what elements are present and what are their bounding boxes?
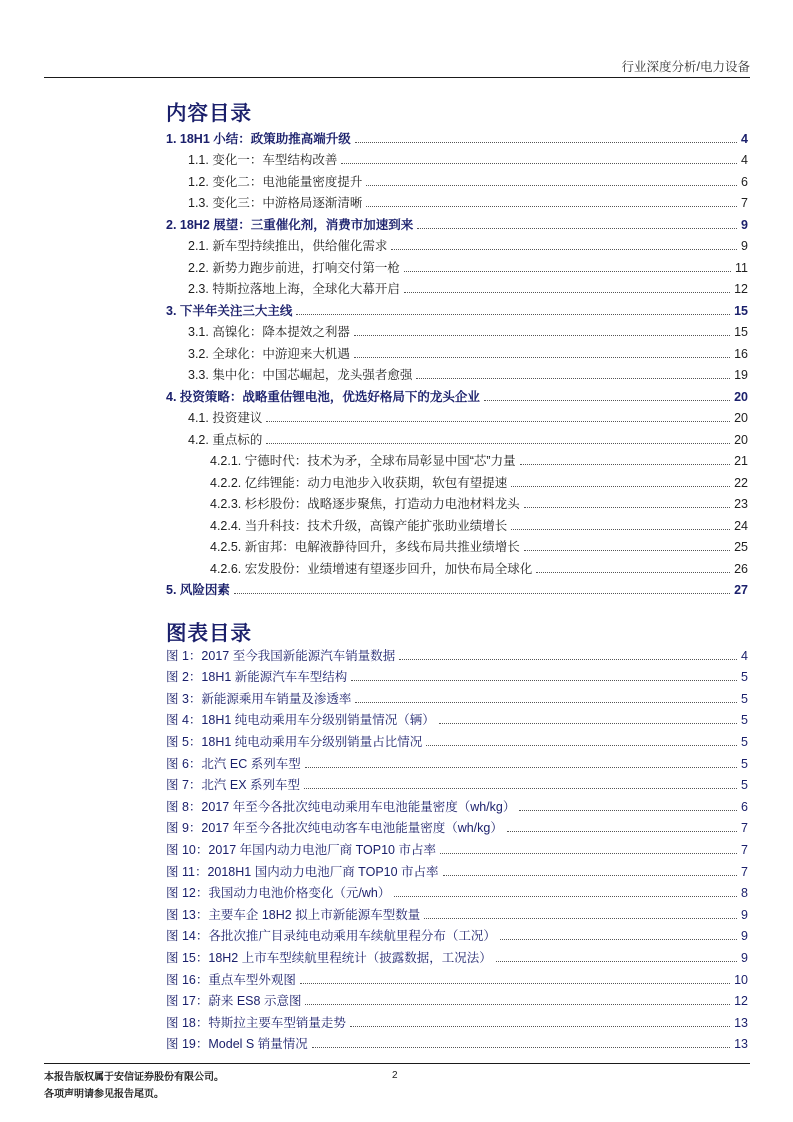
dot-leader <box>439 722 737 724</box>
toc-entry-level-2[interactable] <box>166 426 748 448</box>
dot-leader <box>234 592 730 594</box>
figure-entry-page: 5 <box>741 778 748 793</box>
figure-entry-label: 图 11：2018H1 国内动力电池厂商 TOP10 市占率 <box>166 864 439 879</box>
dot-leader <box>536 571 730 573</box>
toc-entry-page: 21 <box>734 454 748 468</box>
toc-entry-page: 12 <box>734 282 748 296</box>
figure-entry-page: 5 <box>741 713 748 728</box>
dot-leader <box>305 766 737 768</box>
figure-entry-label: 图 5：18H1 纯电动乘用车分级别销量占比情况 <box>166 734 423 749</box>
toc-entry-label: 2.2. 新势力跑步前进，打响交付第一枪 <box>166 260 402 276</box>
toc-entry-label: 4.1. 投资建议 <box>166 410 264 426</box>
toc-entry-level-1[interactable] <box>166 125 748 147</box>
dot-leader <box>404 291 730 293</box>
toc-entry-label: 4.2.2. 亿纬锂能：动力电池步入收获期，软包有望提速 <box>166 475 509 491</box>
figure-entry-page: 6 <box>741 799 748 814</box>
dot-leader <box>312 1046 730 1048</box>
toc-entry-level-3[interactable] <box>166 512 748 534</box>
dot-leader <box>496 960 737 962</box>
toc-entry-page: 15 <box>734 325 748 339</box>
figure-entry-label: 图 4：18H1 纯电动乘用车分级别销量情况（辆） <box>166 713 435 728</box>
toc-entry-level-3[interactable] <box>166 469 748 491</box>
figure-entry-page: 9 <box>741 907 748 922</box>
toc-entry-level-2[interactable] <box>166 233 748 255</box>
page-number: 2 <box>392 1070 398 1081</box>
dot-leader <box>424 917 737 919</box>
dot-leader <box>416 377 730 379</box>
figure-entry[interactable] <box>166 1031 748 1053</box>
figure-entry-label: 图 12：我国动力电池价格变化（元/wh） <box>166 886 391 901</box>
figure-entry[interactable] <box>166 793 748 815</box>
toc-entry-page: 22 <box>734 475 748 490</box>
figure-entry-label: 图 1：2017 至今我国新能源汽车销量数据 <box>166 648 396 663</box>
figure-entry-label: 图 19：Model S 销量情况 <box>166 1037 308 1052</box>
toc-entry-level-2[interactable] <box>166 405 748 427</box>
toc-entry-label: 2.1. 新车型持续推出，供给催化需求 <box>166 238 389 254</box>
dot-leader <box>355 141 737 143</box>
figures-title: 图表目录 <box>166 621 252 645</box>
figure-entry-label: 图 18：特斯拉主要车型销量走势 <box>166 1015 346 1030</box>
toc-entry-page: 20 <box>734 389 748 404</box>
dot-leader <box>366 205 737 207</box>
footer-statement: 各项声明请参见报告尾页。 <box>44 1089 164 1100</box>
toc-entry-level-3[interactable] <box>166 534 748 556</box>
toc-entry-level-2[interactable] <box>166 254 748 276</box>
dot-leader <box>350 1025 730 1027</box>
toc-entry-page: 24 <box>734 518 748 533</box>
toc-entry-page: 6 <box>741 174 748 189</box>
figure-entry[interactable] <box>166 707 748 729</box>
dot-leader <box>443 874 738 876</box>
figure-entry-page: 9 <box>741 950 748 965</box>
toc-entry-label: 4. 投资策略：战略重估锂电池，优选好格局下的龙头企业 <box>166 389 480 404</box>
dot-leader <box>484 399 730 401</box>
dot-leader <box>417 227 737 229</box>
figure-entry-label: 图 16：重点车型外观图 <box>166 972 296 987</box>
toc-entry-page: 19 <box>734 368 748 382</box>
dot-leader <box>507 830 737 832</box>
toc-entry-page: 7 <box>741 196 748 210</box>
toc-entry-page: 4 <box>741 131 748 146</box>
dot-leader <box>524 549 730 551</box>
toc-entry-level-3[interactable] <box>166 491 748 513</box>
toc-entry-page: 9 <box>741 239 748 253</box>
figure-entry-page: 8 <box>741 886 748 901</box>
figure-entry[interactable] <box>166 642 748 664</box>
dot-leader <box>354 334 730 336</box>
figure-entry-page: 12 <box>734 994 748 1009</box>
figure-entry-page: 4 <box>741 648 748 663</box>
figures-list <box>166 642 748 1052</box>
contents-list <box>166 125 748 598</box>
dot-leader <box>354 356 730 358</box>
toc-entry-level-2[interactable] <box>166 168 748 190</box>
contents-title: 内容目录 <box>166 101 252 125</box>
figure-entry-page: 5 <box>741 756 748 771</box>
toc-entry-label: 1.2. 变化二：电池能量密度提升 <box>166 174 364 190</box>
figure-entry-page: 5 <box>741 670 748 685</box>
toc-entry-label: 2. 18H2 展望：三重催化剂，消费市加速到来 <box>166 217 414 232</box>
toc-entry-page: 20 <box>734 411 748 425</box>
figure-entry[interactable] <box>166 1009 748 1031</box>
figure-entry[interactable] <box>166 966 748 988</box>
figure-entry-label: 图 3：新能源乘用车销量及渗透率 <box>166 691 352 706</box>
figure-entry-label: 图 9：2017 年至今各批次纯电动客车电池能量密度（wh/kg） <box>166 821 503 836</box>
toc-entry-level-1[interactable] <box>166 383 748 405</box>
figure-entry-page: 7 <box>741 842 748 857</box>
figure-entry[interactable] <box>166 836 748 858</box>
figure-entry[interactable] <box>166 685 748 707</box>
figure-entry[interactable] <box>166 923 748 945</box>
figure-entry-label: 图 6：北汽 EC 系列车型 <box>166 756 301 771</box>
toc-entry-label: 3.3. 集中化：中国芯崛起，龙头强者愈强 <box>166 367 414 383</box>
dot-leader <box>399 658 737 660</box>
figure-entry[interactable] <box>166 728 748 750</box>
toc-entry-level-1[interactable] <box>166 577 748 599</box>
dot-leader <box>511 485 730 487</box>
toc-entry-page: 4 <box>741 153 748 167</box>
dot-leader <box>296 313 730 315</box>
toc-entry-page: 26 <box>734 561 748 576</box>
dot-leader <box>391 248 737 250</box>
toc-entry-page: 9 <box>741 217 748 232</box>
footer-copyright: 本报告版权属于安信证券股份有限公司。 <box>44 1072 224 1083</box>
toc-entry-label: 1.3. 变化三：中游格局逐渐清晰 <box>166 195 364 211</box>
footer-disclaimer <box>44 1069 224 1103</box>
toc-entry-label: 2.3. 特斯拉落地上海，全球化大幕开启 <box>166 281 402 297</box>
figure-entry[interactable] <box>166 664 748 686</box>
dot-leader <box>266 420 730 422</box>
dot-leader <box>305 1003 730 1005</box>
toc-entry-label: 3.1. 高镍化：降本提效之利器 <box>166 324 352 340</box>
figure-entry[interactable] <box>166 815 748 837</box>
dot-leader <box>519 809 737 811</box>
dot-leader <box>366 184 737 186</box>
figure-entry-page: 10 <box>734 972 748 987</box>
toc-entry-label: 3.2. 全球化：中游迎来大机遇 <box>166 346 352 362</box>
figure-entry-page: 5 <box>741 734 748 749</box>
figure-entry-page: 7 <box>741 821 748 836</box>
dot-leader <box>341 162 737 164</box>
toc-entry-level-2[interactable] <box>166 147 748 169</box>
figure-entry[interactable] <box>166 988 748 1010</box>
figure-entry-label: 图 10：2017 年国内动力电池厂商 TOP10 市占率 <box>166 842 436 857</box>
toc-entry-label: 4.2.3. 杉杉股份：战略逐步聚焦，打造动力电池材料龙头 <box>166 496 522 512</box>
dot-leader <box>300 982 730 984</box>
figure-entry-label: 图 17：蔚来 ES8 示意图 <box>166 994 302 1009</box>
toc-entry-level-1[interactable] <box>166 211 748 233</box>
toc-entry-level-1[interactable] <box>166 297 748 319</box>
toc-entry-page: 25 <box>734 540 748 554</box>
toc-entry-level-2[interactable] <box>166 190 748 212</box>
toc-entry-level-2[interactable] <box>166 276 748 298</box>
figure-entry-label: 图 15：18H2 上市车型续航里程统计（披露数据，工况法） <box>166 950 492 965</box>
figure-entry-label: 图 2：18H1 新能源汽车车型结构 <box>166 670 348 685</box>
figure-entry[interactable] <box>166 880 748 902</box>
figure-entry[interactable] <box>166 901 748 923</box>
figure-entry-label: 图 13：主要车企 18H2 拟上市新能源车型数量 <box>166 907 421 922</box>
dot-leader <box>520 463 731 465</box>
toc-entry-page: 15 <box>734 303 748 318</box>
figure-entry[interactable] <box>166 772 748 794</box>
toc-entry-label: 4.2. 重点标的 <box>166 432 264 448</box>
toc-entry-label: 1.1. 变化一：车型结构改善 <box>166 152 339 168</box>
figure-entry-page: 7 <box>741 864 748 879</box>
footer-divider <box>44 1063 750 1064</box>
toc-entry-level-2[interactable] <box>166 362 748 384</box>
dot-leader <box>426 744 737 746</box>
dot-leader <box>440 852 737 854</box>
toc-entry-label: 4.2.6. 宏发股份：业绩增速有望逐步回升，加快布局全球化 <box>166 561 534 577</box>
dot-leader <box>404 270 731 272</box>
figure-entry[interactable] <box>166 858 748 880</box>
dot-leader <box>394 895 737 897</box>
toc-entry-label: 3. 下半年关注三大主线 <box>166 303 293 318</box>
figure-entry[interactable] <box>166 944 748 966</box>
toc-entry-label: 4.2.5. 新宙邦：电解液静待回升，多线布局共推业绩增长 <box>166 539 522 555</box>
toc-entry-page: 11 <box>735 260 748 275</box>
toc-entry-level-2[interactable] <box>166 340 748 362</box>
dot-leader <box>304 787 737 789</box>
figure-entry[interactable] <box>166 750 748 772</box>
toc-entry-label: 1. 18H1 小结：政策助推高端升级 <box>166 131 351 146</box>
toc-entry-page: 16 <box>734 346 748 361</box>
dot-leader <box>266 442 730 444</box>
figure-entry-page: 9 <box>741 929 748 944</box>
figure-entry-page: 13 <box>734 1037 748 1052</box>
header-divider <box>44 77 750 78</box>
dot-leader <box>511 528 730 530</box>
toc-entry-level-3[interactable] <box>166 448 748 470</box>
toc-entry-page: 20 <box>734 432 748 447</box>
toc-entry-page: 23 <box>734 497 748 511</box>
toc-entry-level-2[interactable] <box>166 319 748 341</box>
figure-entry-page: 13 <box>734 1015 748 1030</box>
toc-entry-label: 4.2.4. 当升科技：技术升级，高镍产能扩张助业绩增长 <box>166 518 509 534</box>
figure-entry-label: 图 14：各批次推广目录纯电动乘用车续航里程分布（工况） <box>166 929 496 944</box>
toc-entry-label: 5. 风险因素 <box>166 583 230 597</box>
dot-leader <box>355 701 737 703</box>
toc-entry-label: 4.2.1. 宁德时代：技术为矛，全球布局彰显中国“芯”力量 <box>166 453 518 469</box>
dot-leader <box>500 938 737 940</box>
figure-entry-label: 图 7：北汽 EX 系列车型 <box>166 778 301 793</box>
figure-entry-label: 图 8：2017 年至今各批次纯电动乘用车电池能量密度（wh/kg） <box>166 799 516 814</box>
figure-entry-page: 5 <box>741 691 748 706</box>
toc-entry-level-3[interactable] <box>166 555 748 577</box>
report-header-category: 行业深度分析/电力设备 <box>621 60 750 74</box>
dot-leader <box>351 679 737 681</box>
dot-leader <box>524 506 730 508</box>
toc-entry-page: 27 <box>734 583 748 597</box>
